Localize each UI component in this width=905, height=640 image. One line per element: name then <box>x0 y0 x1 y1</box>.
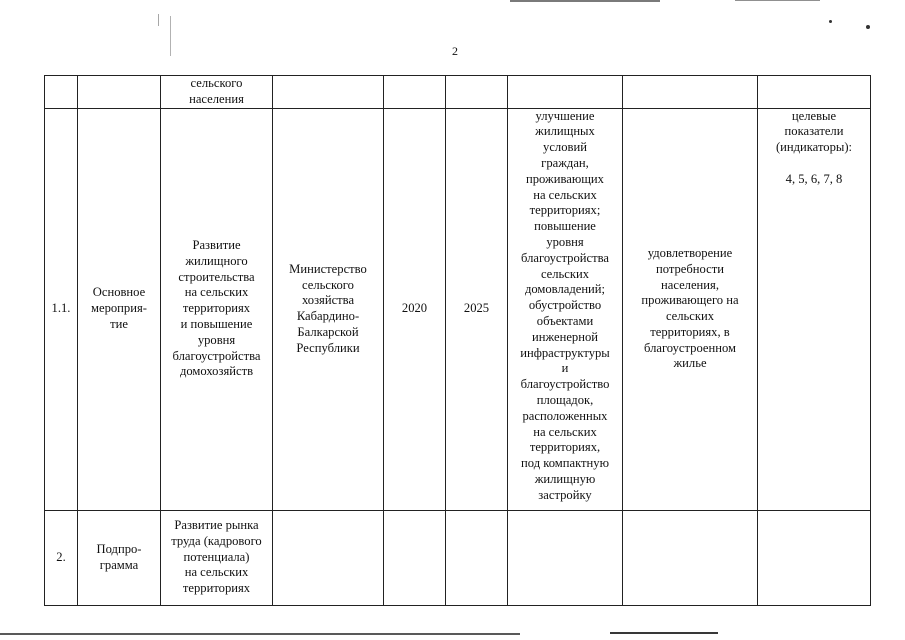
row-2-type: Подпро- грамма <box>78 510 161 605</box>
row-2-index: 2. <box>45 510 78 605</box>
row-2-start-year <box>384 510 446 605</box>
row-2-indicators <box>758 510 871 605</box>
row-1-1-start-year: 2020 <box>384 108 446 510</box>
page-number: 2 <box>452 44 458 58</box>
scan-mark-top <box>510 0 660 2</box>
cell-final-result <box>623 76 758 109</box>
row-1-1-type: Основное мероприя- тие <box>78 108 161 510</box>
cell-type <box>78 76 161 109</box>
row-1-1-index: 1.1. <box>45 108 78 510</box>
row-2-executor <box>273 510 384 605</box>
row-2-final-result <box>623 510 758 605</box>
cell-end-year <box>446 76 508 109</box>
row-2-direct-result <box>508 510 623 605</box>
program-table <box>44 75 871 606</box>
cell-start-year <box>384 76 446 109</box>
row-1-1-indicators: целевые показатели (индикаторы): 4, 5, 6, 7, 8 <box>758 108 871 510</box>
row-2-end-year <box>446 510 508 605</box>
row-1-1-end-year: 2025 <box>446 108 508 510</box>
scan-mark-left <box>158 14 159 26</box>
cell-executor <box>273 76 384 109</box>
scan-mark-top-right <box>735 0 820 1</box>
row-2-name: Развитие рынка труда (кадрового потенциала) на сельских территориях <box>161 510 273 605</box>
row-1-1-direct-result: улучшение жилищных условий граждан, проживающих на сельских территориях; повышение уровня благоустройства сельских домовладений; обустройство объектами инженерной инфраструктуры и благоустройство площадок, расположенных на сельских территориях, под компактную жилищную застройку <box>508 108 623 510</box>
scan-dot-1 <box>829 20 832 23</box>
scan-mark-bottom-right <box>610 632 718 634</box>
scan-mark-left-2 <box>170 16 171 56</box>
table-row-2 <box>45 510 871 605</box>
row-1-1-name: Развитие жилищного строительства на сельских территориях и повышение уровня благоустройства домохозяйств <box>161 108 273 510</box>
continuation-name-text: сельского населения <box>189 76 244 106</box>
cell-index <box>45 76 78 109</box>
cell-name <box>161 76 273 109</box>
cell-direct-result <box>508 76 623 109</box>
row-1-1-executor: Министерство сельского хозяйства Кабардино- Балкарской Республики <box>273 108 384 510</box>
scan-mark-bottom <box>0 633 520 635</box>
table-row-1-1 <box>45 108 871 510</box>
row-1-1-final-result: удовлетворение потребности населения, проживающего на сельских территориях, в благоустроенном жилье <box>623 108 758 510</box>
table-row-continuation <box>45 76 871 109</box>
scan-dot-2 <box>866 25 870 29</box>
cell-indicators <box>758 76 871 109</box>
